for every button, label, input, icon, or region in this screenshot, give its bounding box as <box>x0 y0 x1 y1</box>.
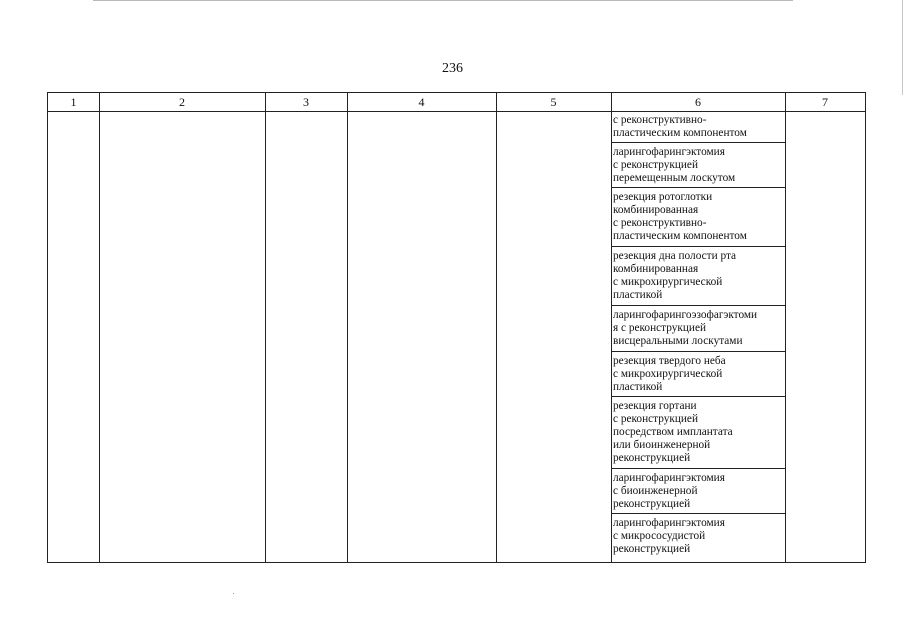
procedure-cell: ларингофарингэктомия с реконструкцией перемещенным лоскутом <box>611 143 785 188</box>
procedures-table <box>47 92 866 563</box>
column-6-cells <box>611 111 785 561</box>
column-divider <box>265 93 266 562</box>
column-divider <box>785 93 786 562</box>
procedure-cell: резекция дна полости рта комбинированная с микрохирургической пластикой <box>611 247 785 306</box>
scan-right-edge-line <box>902 0 903 95</box>
procedure-cell: с реконструктивно- пластическим компонентом <box>611 111 785 143</box>
procedure-cell: ларингофарингоэзофагэктоми я с реконструкцией висцеральными лоскутами <box>611 306 785 352</box>
header-col-4: 4 <box>418 95 425 109</box>
procedure-cell: ларингофарингэктомия с биоинженерной реконструкцией <box>611 469 785 514</box>
header-col-7: 7 <box>822 95 828 109</box>
column-divider <box>99 93 100 562</box>
procedure-cell: резекция ротоглотки комбинированная с реконструктивно- пластическим компонентом <box>611 188 785 247</box>
header-col-5: 5 <box>550 95 557 109</box>
header-col-2: 2 <box>179 95 185 109</box>
procedure-cell: резекция гортани с реконструкцией посредством имплантата или биоинженерной реконструкцией <box>611 397 785 469</box>
header-col-3: 3 <box>303 95 309 109</box>
page-number: 236 <box>442 61 463 76</box>
procedure-cell: ларингофарингэктомия с микрососудистой реконструкцией <box>613 517 725 555</box>
scan-speck <box>233 593 234 594</box>
column-divider <box>496 93 497 562</box>
header-col-6: 6 <box>695 95 701 109</box>
column-divider <box>347 93 348 562</box>
header-col-1: 1 <box>70 95 77 109</box>
scan-top-edge-line <box>93 0 793 1</box>
procedure-cell: резекция твердого неба с микрохирургической пластикой <box>611 352 785 397</box>
table-header-row <box>48 93 865 112</box>
